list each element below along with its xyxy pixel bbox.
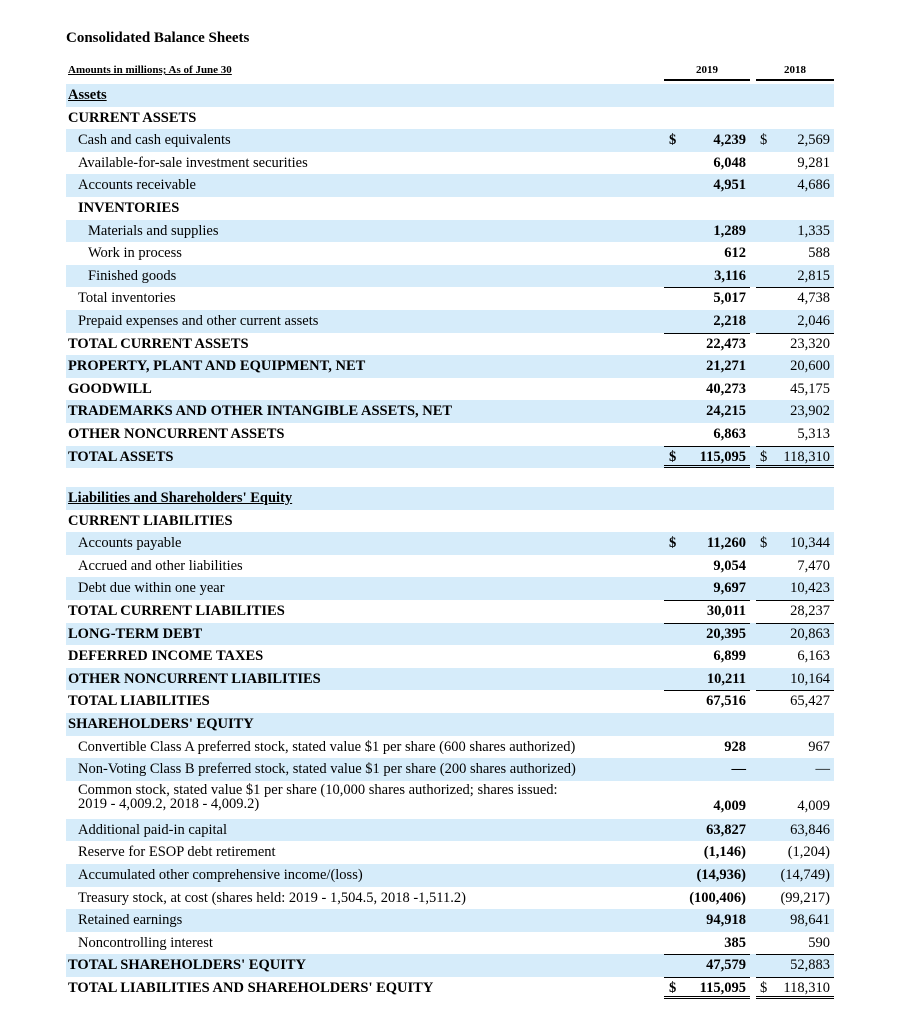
row-label: Non-Voting Class B preferred stock, stated value $1 per share (200 shares authorized): [78, 761, 576, 778]
value-2018: 23,320: [790, 335, 830, 352]
document-title: Consolidated Balance Sheets: [66, 30, 250, 46]
value-2019: 2,218: [713, 312, 746, 329]
row-label: Finished goods: [88, 267, 177, 284]
value-2019: 115,095: [699, 448, 746, 465]
row-label: INVENTORIES: [78, 199, 180, 216]
table-row: [66, 107, 834, 130]
row-label: PROPERTY, PLANT AND EQUIPMENT, NET: [68, 358, 366, 375]
cell-2019: [664, 713, 750, 736]
year-2018-header: 2018: [756, 64, 834, 81]
value-2019: 22,473: [706, 335, 746, 352]
row-label: Total inventories: [78, 290, 176, 307]
currency-symbol-2018: $: [760, 979, 768, 996]
value-2018: 6,163: [797, 648, 830, 665]
table-row: [66, 954, 834, 977]
value-2019: 5,017: [713, 290, 746, 307]
value-2018: 10,423: [790, 580, 830, 597]
table-row: [66, 423, 834, 446]
column-header: [66, 64, 834, 84]
value-2019: —: [731, 761, 746, 778]
value-2019: 47,579: [706, 957, 746, 974]
row-label: Assets: [68, 87, 107, 103]
row-label: Accumulated other comprehensive income/(loss): [78, 866, 363, 883]
value-2019: 6,863: [713, 425, 746, 442]
table-row: [66, 197, 834, 220]
cell-2018: [756, 487, 834, 510]
value-2019: 1,289: [713, 222, 746, 239]
row-label: Treasury stock, at cost (shares held: 2019 - 1,504.5, 2018 -1,511.2): [78, 889, 466, 906]
value-2018: 118,310: [783, 979, 830, 996]
value-2018: 590: [808, 934, 830, 951]
currency-symbol-2019: $: [669, 535, 677, 552]
table-row: [66, 736, 834, 759]
value-2018: 1,335: [797, 222, 830, 239]
value-2018: 23,902: [790, 403, 830, 420]
cell-2018: [756, 510, 834, 533]
cell-2019: [664, 84, 750, 107]
table-row: [66, 932, 834, 955]
value-2018: 20,600: [790, 358, 830, 375]
row-label: Noncontrolling interest: [78, 934, 213, 951]
value-2018: (99,217): [780, 889, 830, 906]
liabilities-table: [66, 487, 834, 999]
table-row: [66, 378, 834, 401]
table-row: [66, 819, 834, 842]
table-row: [66, 333, 834, 356]
value-2018: 28,237: [790, 602, 830, 619]
table-row: [66, 510, 834, 533]
value-2018: 7,470: [797, 557, 830, 574]
table-row: [66, 713, 834, 736]
row-label: Available-for-sale investment securities: [78, 154, 308, 171]
table-row: [66, 600, 834, 623]
table-row: [66, 623, 834, 646]
cell-2018: [756, 713, 834, 736]
currency-symbol-2018: $: [760, 535, 768, 552]
row-label: Debt due within one year: [78, 580, 225, 597]
currency-symbol-2019: $: [669, 448, 677, 465]
row-label: TRADEMARKS AND OTHER INTANGIBLE ASSETS, NET: [68, 403, 453, 420]
table-row: [66, 287, 834, 310]
value-2019: 6,048: [713, 154, 746, 171]
amounts-label: Amounts in millions; As of June 30: [68, 64, 232, 76]
value-2019: 10,211: [706, 670, 746, 687]
row-label: Common stock, stated value $1 per share (10,000 shares authorized; shares issued: 2019 - 4,009.2, 2018 - 4,009.2): [78, 781, 558, 812]
row-label: Liabilities and Shareholders' Equity: [68, 490, 293, 506]
cell-2019: [664, 487, 750, 510]
value-2019: 4,951: [713, 177, 746, 194]
row-label: CURRENT LIABILITIES: [68, 512, 233, 529]
row-label: Retained earnings: [78, 912, 183, 929]
table-row: [66, 310, 834, 333]
value-2019: 9,054: [713, 557, 746, 574]
value-2018: 2,046: [797, 312, 830, 329]
value-2019: (14,936): [696, 866, 746, 883]
table-row: [66, 265, 834, 288]
row-label: Prepaid expenses and other current assets: [78, 312, 319, 329]
value-2019: 20,395: [706, 625, 746, 642]
table-row: [66, 864, 834, 887]
value-2018: 967: [808, 738, 830, 755]
row-label: Convertible Class A preferred stock, stated value $1 per share (600 shares authorized): [78, 738, 576, 755]
table-row: [66, 887, 834, 910]
row-label: Accounts receivable: [78, 177, 196, 194]
currency-symbol-2018: $: [760, 132, 768, 149]
table-row: [66, 220, 834, 243]
row-label: CURRENT ASSETS: [68, 109, 197, 126]
value-2018: 10,344: [790, 535, 830, 552]
row-label: Reserve for ESOP debt retirement: [78, 844, 276, 861]
row-label: TOTAL ASSETS: [68, 448, 174, 465]
value-2018: 98,641: [790, 912, 830, 929]
cell-2019: [664, 510, 750, 533]
table-row: [66, 129, 834, 152]
value-2018: 63,846: [790, 821, 830, 838]
value-2019: 11,260: [706, 535, 746, 552]
row-label: Materials and supplies: [88, 222, 219, 239]
row-label: Work in process: [88, 245, 182, 262]
row-label: GOODWILL: [68, 380, 152, 397]
value-2019: 30,011: [706, 602, 746, 619]
table-row: [66, 84, 834, 107]
table-row: [66, 977, 834, 1000]
row-label: LONG-TERM DEBT: [68, 625, 203, 642]
value-2018: 65,427: [790, 693, 830, 710]
table-row: [66, 446, 834, 469]
table-row: [66, 242, 834, 265]
value-2019: 21,271: [706, 358, 746, 375]
table-row: [66, 174, 834, 197]
value-2019: 4,009: [713, 797, 746, 814]
cell-2018: [756, 107, 834, 130]
value-2019: (1,146): [703, 844, 746, 861]
value-2018: 4,009: [797, 797, 830, 814]
row-label: SHAREHOLDERS' EQUITY: [68, 715, 254, 732]
value-2019: 6,899: [713, 648, 746, 665]
table-row: [66, 487, 834, 510]
table-row: [66, 909, 834, 932]
table-row: [66, 152, 834, 175]
cell-2019: [664, 197, 750, 220]
value-2019: 612: [724, 245, 746, 262]
row-label: Accrued and other liabilities: [78, 557, 243, 574]
value-2018: 4,686: [797, 177, 830, 194]
table-row: [66, 781, 834, 819]
year-2019-header: 2019: [664, 64, 750, 81]
row-label: TOTAL CURRENT LIABILITIES: [68, 602, 285, 619]
value-2018: 20,863: [790, 625, 830, 642]
value-2019: 40,273: [706, 380, 746, 397]
value-2018: 9,281: [797, 154, 830, 171]
row-label: Cash and cash equivalents: [78, 132, 231, 149]
row-label: Accounts payable: [78, 535, 182, 552]
currency-symbol-2019: $: [669, 979, 677, 996]
table-row: [66, 532, 834, 555]
value-2019: 928: [724, 738, 746, 755]
value-2019: 115,095: [699, 979, 746, 996]
row-label: TOTAL SHAREHOLDERS' EQUITY: [68, 957, 306, 974]
currency-symbol-2019: $: [669, 132, 677, 149]
cell-2019: [664, 107, 750, 130]
value-2018: (1,204): [787, 844, 830, 861]
value-2019: 385: [724, 934, 746, 951]
value-2019: 67,516: [706, 693, 746, 710]
table-row: [66, 841, 834, 864]
value-2018: 118,310: [783, 448, 830, 465]
value-2018: —: [815, 761, 830, 778]
table-row: [66, 690, 834, 713]
assets-table: [66, 84, 834, 468]
cell-2018: [756, 84, 834, 107]
row-label: TOTAL CURRENT ASSETS: [68, 335, 249, 352]
table-row: [66, 758, 834, 781]
row-label: TOTAL LIABILITIES: [68, 693, 210, 710]
value-2018: 45,175: [790, 380, 830, 397]
value-2018: 5,313: [797, 425, 830, 442]
table-row: [66, 555, 834, 578]
value-2019: 94,918: [706, 912, 746, 929]
value-2018: 2,569: [797, 132, 830, 149]
row-label: Additional paid-in capital: [78, 821, 227, 838]
value-2018: 2,815: [797, 267, 830, 284]
value-2018: 10,164: [790, 670, 830, 687]
value-2019: 24,215: [706, 403, 746, 420]
table-row: [66, 577, 834, 600]
row-label: TOTAL LIABILITIES AND SHAREHOLDERS' EQUITY: [68, 979, 434, 996]
cell-2018: [756, 197, 834, 220]
value-2019: 63,827: [706, 821, 746, 838]
value-2018: 52,883: [790, 957, 830, 974]
table-row: [66, 645, 834, 668]
value-2018: (14,749): [780, 866, 830, 883]
value-2019: 3,116: [714, 267, 746, 284]
value-2019: (100,406): [689, 889, 746, 906]
row-label: DEFERRED INCOME TAXES: [68, 648, 264, 665]
value-2019: 9,697: [713, 580, 746, 597]
row-label: OTHER NONCURRENT ASSETS: [68, 425, 285, 442]
table-row: [66, 355, 834, 378]
value-2018: 4,738: [797, 290, 830, 307]
value-2019: 4,239: [713, 132, 746, 149]
value-2018: 588: [808, 245, 830, 262]
table-row: [66, 668, 834, 691]
table-row: [66, 400, 834, 423]
row-label: OTHER NONCURRENT LIABILITIES: [68, 670, 321, 687]
currency-symbol-2018: $: [760, 448, 768, 465]
